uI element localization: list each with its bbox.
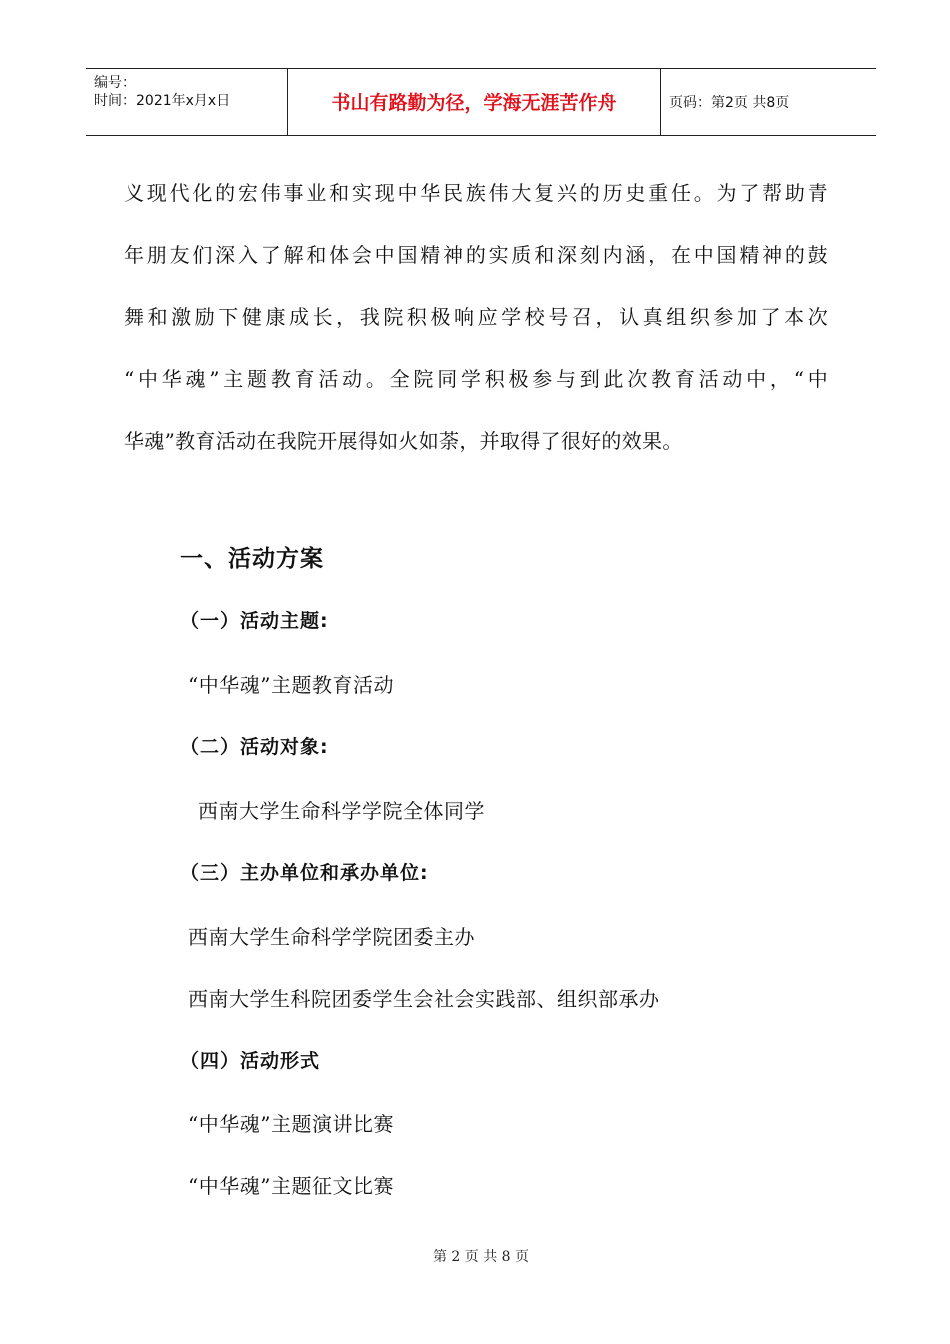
header-page-number: 页码：第2页 共8页 — [669, 95, 790, 111]
paragraph-line: 舞和激励下健康成长，我院积极响应学校号召，认真组织参加了本次 — [124, 305, 828, 329]
page-header — [86, 68, 876, 136]
paragraph-line: 义现代化的宏伟事业和实现中华民族伟大复兴的历史重任。为了帮助青 — [124, 181, 828, 205]
section-title: 一、活动方案 — [180, 546, 324, 572]
paragraph-line: “中华魂”主题教育活动。全院同学积极参与到此次教育活动中，“中 — [124, 367, 828, 391]
header-page-cell — [661, 69, 876, 135]
form-heading: （四）活动形式 — [180, 1050, 321, 1072]
form-text-speech: “中华魂”主题演讲比赛 — [188, 1112, 394, 1136]
organizer-heading: （三）主办单位和承办单位: — [180, 862, 429, 884]
theme-text: “中华魂”主题教育活动 — [188, 673, 394, 697]
page-footer-number: 第 2 页 共 8 页 — [432, 1249, 530, 1265]
header-motto-cell — [287, 69, 661, 135]
header-meta-cell — [86, 69, 287, 135]
target-text: 西南大学生命科学学院全体同学 — [198, 799, 485, 823]
paragraph-line: 年朋友们深入了解和体会中国精神的实质和深刻内涵，在中国精神的鼓 — [124, 243, 828, 267]
document-number-label: 编号： — [94, 75, 136, 91]
theme-heading: （一）活动主题: — [180, 610, 329, 632]
organizer-text-host: 西南大学生命科学学院团委主办 — [188, 925, 475, 949]
header-motto: 书山有路勤为径，学海无涯苦作舟 — [331, 92, 617, 114]
document-time-label: 时间：2021年x月x日 — [94, 93, 231, 109]
intro-paragraph — [124, 162, 828, 472]
paragraph-line: 华魂”教育活动在我院开展得如火如荼，并取得了很好的效果。 — [124, 429, 683, 453]
target-heading: （二）活动对象: — [180, 736, 329, 758]
organizer-text-undertaker: 西南大学生科院团委学生会社会实践部、组织部承办 — [188, 987, 660, 1011]
form-text-essay: “中华魂”主题征文比赛 — [188, 1174, 394, 1198]
